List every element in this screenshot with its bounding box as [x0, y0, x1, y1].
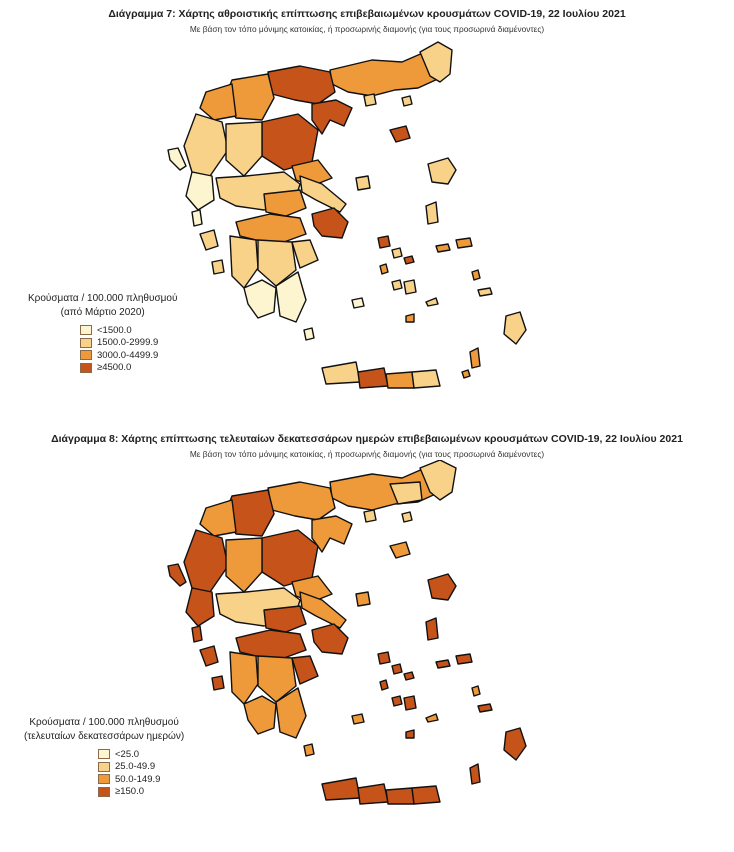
legend-swatch [98, 762, 110, 772]
island-limnos [390, 126, 410, 142]
region-halkidiki [312, 100, 352, 134]
island-chios [426, 202, 438, 224]
legend-item [98, 748, 184, 761]
island-karpathos [470, 764, 480, 784]
region-crete-west [322, 362, 360, 384]
region-achaia [236, 630, 306, 658]
region-florina [200, 500, 236, 536]
region-florina [200, 84, 236, 120]
region-crete-west [322, 778, 360, 800]
region-fthiotida [264, 606, 306, 632]
legend-label: 1500.0-2999.9 [97, 337, 159, 349]
region-epirus [184, 114, 228, 176]
island-andros [378, 652, 390, 664]
island-kasos [462, 370, 470, 378]
island-naxos [404, 280, 416, 294]
island-lesvos [428, 574, 456, 600]
region-crete-lasithi [412, 786, 440, 804]
island-samos [456, 238, 472, 248]
region-messinia [244, 696, 276, 734]
island-kythira [304, 328, 314, 340]
island-zakynthos [212, 260, 224, 274]
legend-label: ≥4500.0 [97, 362, 132, 374]
diagram7-subtitle: Με βάση τον τόπο μόνιμης κατοικίας, ή προσωρινής διαμονής (για τους προσωρινά διαμένοντες) [189, 24, 545, 34]
island-milos [352, 298, 364, 308]
legend-label: 3000.0-4499.9 [97, 349, 159, 361]
region-crete-lasithi [412, 370, 440, 388]
legend-swatch [80, 363, 92, 373]
island-thasos [364, 510, 376, 522]
island-kefalonia [200, 230, 218, 250]
legend-label: ≥150.0 [115, 786, 144, 798]
island-kos [478, 288, 492, 296]
island-paros [392, 696, 402, 706]
region-attica [312, 624, 348, 654]
region-attica [312, 208, 348, 238]
island-tinos [392, 664, 402, 674]
island-leros [472, 686, 480, 696]
island-skyros [356, 592, 370, 606]
diagram7-title: Διάγραμμα 7: Χάρτης αθροιστικής επίπτωσης επιβεβαιωμένων κρουσμάτων COVID-19, 22 Ιουλίου 2021 [108, 8, 626, 20]
island-syros [380, 680, 388, 690]
island-leros [472, 270, 480, 280]
island-rhodes [504, 728, 526, 760]
region-argolida [292, 656, 318, 684]
legend-title: Κρούσματα / 100.000 πληθυσμού [29, 717, 179, 728]
region-thessaly-west [226, 538, 262, 592]
island-kefalonia [200, 646, 218, 666]
island-limnos [390, 542, 410, 558]
legend-item [98, 786, 184, 799]
legend-item [80, 362, 177, 375]
island-amorgos [426, 714, 438, 722]
island-karpathos [470, 348, 480, 368]
island-thasos [364, 94, 376, 106]
region-crete-heraklion [386, 372, 414, 388]
region-messinia [244, 280, 276, 318]
region-argolida [292, 240, 318, 268]
diagram8-title: Διάγραμμα 8: Χάρτης επίπτωσης τελευταίων δεκατεσσάρων ημερών επιβεβαιωμένων κρουσμάτων COVID-19, 22 Ιουλίου 2021 [51, 433, 683, 445]
region-crete-rethymno [358, 784, 388, 804]
island-lefkada [192, 210, 202, 226]
island-rhodes [504, 312, 526, 344]
island-santorini [406, 730, 414, 738]
island-syros [380, 264, 388, 274]
legend-swatch [80, 338, 92, 348]
island-kythira [304, 744, 314, 756]
island-mykonos [404, 672, 414, 680]
legend-subtitle: (από Μάρτιο 2020) [60, 307, 145, 318]
island-chios [426, 618, 438, 640]
diagram8-subtitle: Με βάση τον τόπο μόνιμης κατοικίας, ή προσωρινής διαμονής (για τους προσωρινά διαμένοντες) [189, 449, 545, 459]
region-achaia [236, 214, 306, 242]
island-samothraki [402, 96, 412, 106]
island-mykonos [404, 256, 414, 264]
region-epirus-south [186, 172, 214, 210]
region-ilia [230, 236, 258, 288]
legend-item [80, 324, 177, 337]
island-andros [378, 236, 390, 248]
island-corfu [168, 148, 186, 170]
region-thessaly-west [226, 122, 262, 176]
region-ilia [230, 652, 258, 704]
legend-item [80, 337, 177, 350]
legend-label: <1500.0 [97, 324, 132, 336]
island-amorgos [426, 298, 438, 306]
island-skyros [356, 176, 370, 190]
legend-item [98, 773, 184, 786]
island-ikaria [436, 660, 450, 668]
island-ikaria [436, 244, 450, 252]
region-crete-rethymno [358, 368, 388, 388]
region-macedonia-central [268, 482, 335, 520]
legend-swatch [98, 749, 110, 759]
legend-title: Κρούσματα / 100.000 πληθυσμού [28, 293, 178, 304]
island-naxos [404, 696, 416, 710]
diagram7-legend [28, 292, 177, 374]
region-epirus-south [186, 588, 214, 626]
island-tinos [392, 248, 402, 258]
legend-label: 25.0-49.9 [115, 761, 156, 773]
diagram8-legend [24, 716, 184, 798]
legend-item [98, 761, 184, 774]
legend-item [80, 349, 177, 362]
legend-swatch [80, 350, 92, 360]
island-lesvos [428, 158, 456, 184]
legend-label: <25.0 [115, 748, 140, 760]
region-epirus [184, 530, 228, 592]
island-milos [352, 714, 364, 724]
island-santorini [406, 314, 414, 322]
island-paros [392, 280, 402, 290]
legend-swatch [98, 774, 110, 784]
island-lefkada [192, 626, 202, 642]
island-corfu [168, 564, 186, 586]
region-macedonia-central [268, 66, 335, 104]
island-samos [456, 654, 472, 664]
island-zakynthos [212, 676, 224, 690]
island-samothraki [402, 512, 412, 522]
legend-subtitle: (τελευταίων δεκατεσσάρων ημερών) [24, 731, 185, 742]
island-kos [478, 704, 492, 712]
region-crete-heraklion [386, 788, 414, 804]
legend-swatch [80, 325, 92, 335]
region-fthiotida [264, 190, 306, 216]
legend-swatch [98, 787, 110, 797]
legend-label: 50.0-149.9 [115, 773, 161, 785]
